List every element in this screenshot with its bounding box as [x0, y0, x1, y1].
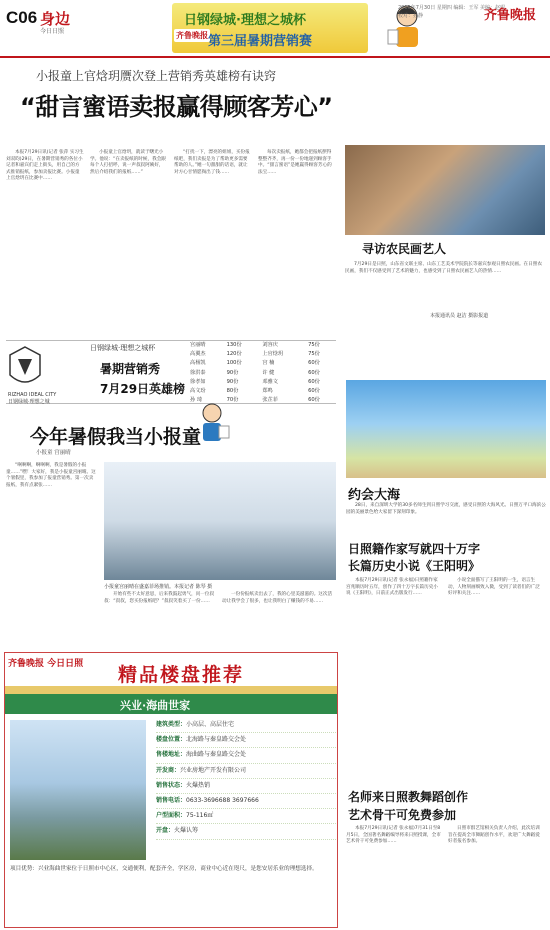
ad-detail-row	[156, 824, 336, 839]
leaderboard-row	[188, 342, 334, 349]
ad-detail-row	[156, 733, 336, 748]
ad-detail-value: 0633-3696688 3697666	[186, 797, 259, 805]
leaderboard-row	[188, 379, 334, 386]
newspaper-logo: 齐鲁晚报	[484, 8, 537, 23]
story4-headline-2: 艺术骨干可免费参加	[348, 808, 457, 822]
story-column: 开始有些不太好意思，后来我鼓起勇气，问一位叔叔：“叔叔，您买份报纸吧？”叔叔笑着买了一份……	[104, 592, 215, 604]
ad-detail-value: 兴业房地产开发有限公司	[180, 766, 247, 774]
ad-detail-row	[156, 779, 336, 794]
leaderboard-row	[188, 351, 334, 358]
story-column: 本报7月29日讯(记者 张萍 实习生 刘双昀)29日，在暑期营销秀的各位小记者和嘉宾们走上街头，用自己的方式推销报纸，参加卖报比赛。小报童上官焓玥在比赛中……	[6, 150, 84, 182]
story2-headline: 今年暑假我当小报童	[30, 426, 202, 448]
leaderboard-cell: 75份	[308, 342, 320, 348]
leaderboard-row	[188, 370, 334, 377]
leaderboard-cell: 高杨凯	[190, 360, 206, 367]
leaderboard-cell: 130份	[226, 342, 242, 348]
photo-story-title: 寻访农民画艺人	[362, 242, 447, 256]
leaderboard-cell: 90份	[226, 378, 239, 385]
banner-line-1: 日钢绿城·理想之城杯	[184, 13, 306, 28]
story-column: “啊啊啊，啊啊啊，我是暑假的小报童……”嘿！大家好，我是小报童宫丽晴。这个暑假里，我参加了报童营销秀。第一次卖报纸，我有点紧张……	[6, 463, 96, 488]
ad-detail-label: 销售状态：	[156, 781, 187, 789]
section-title: 身边	[40, 10, 71, 28]
event-banner	[172, 3, 368, 53]
story3-headline-1: 日照籍作家写就四十万字	[348, 542, 481, 556]
ad-detail-label: 开盘：	[156, 827, 175, 835]
ad-detail-value: 火爆热销	[186, 781, 211, 789]
ad-detail-value: 北海路与秦皇路交会处	[186, 736, 247, 744]
brand-name: RIZHAO IDEAL CITY 日钢绿城·理想之城	[8, 392, 57, 405]
newsboy-photo	[104, 462, 336, 580]
banner-logo: 齐鲁晚报	[176, 31, 208, 40]
leaderboard-cell: 75份	[308, 351, 320, 358]
leaderboard-cell: 高翼杰	[190, 351, 206, 358]
ad-project-name: 兴业·海曲世家	[120, 699, 191, 712]
photo-story-text: 7月29日是日照，山东省文联主席、山东工艺美术学院院长等嘉宾参观日照农民画。在日照农民画，我们不仅感受到了艺术的魅力，也感受到了日照农民画艺人的热情……	[345, 262, 542, 274]
ad-detail-row	[156, 809, 336, 824]
ad-detail-label: 开发商：	[156, 766, 181, 774]
leaderboard-cell: 张芷菲	[262, 397, 278, 404]
ideal-city-logo-icon	[6, 345, 44, 397]
ad-detail-label: 楼盘位置：	[156, 736, 187, 744]
story-column: 日照市群艺馆相关负责人介绍，此次培训旨在提高全市舞蹈创作水平，欢迎广大舞蹈爱好者报名参加。	[448, 826, 540, 845]
ad-detail-label: 售楼地址：	[156, 751, 187, 759]
leaderboard-cell: 徐孝如	[190, 378, 206, 385]
leaderboard-date: 7月29日英雄榜	[100, 382, 186, 396]
leaderboard-cell: 70份	[226, 397, 239, 404]
page-number: C06	[6, 8, 38, 27]
leaderboard-cell: 宫丽晴	[190, 342, 206, 348]
leaderboard-cell: 120份	[226, 351, 242, 358]
story-column: 小报童上官焓玥，就读于曙光小学。他说：“在卖报纸的时候，我会跟每个人打招呼，说一声叔叔阿姨好，然后介绍我们的报纸……”	[90, 150, 166, 175]
ad-title: 精品楼盘推荐	[118, 664, 245, 686]
ad-detail-value: 火爆认筹	[174, 827, 199, 835]
leaderboard-cell: 60份	[308, 360, 320, 367]
ad-detail-label: 建筑类型：	[156, 721, 187, 728]
leaderboard-title: 暑期营销秀	[100, 362, 161, 376]
leaderboard-cell: 90份	[226, 369, 239, 376]
photo-text: 28日，来自深圳大学的30多名师生到日照学习交流，感受日照的大海风光。日照万平口海滨公园的美丽景色给大家留下深刻印象。	[346, 503, 546, 515]
story-column: 本报7月29日讯(记者 张永福)7月31日至8月5日，全国著名舞蹈编导将来日照授课，全市艺术骨干可免费参加……	[346, 826, 441, 845]
story-column: 小说全面描写了王阳明的一生，语言生动，人物刻画细致入微，受到了读者们的广泛好评和关注……	[448, 578, 540, 597]
story-kicker: 小报童上官焓玥赝次登上营销秀英雄榜有诀窍	[36, 69, 277, 83]
beach-group-photo	[346, 380, 546, 478]
leaderboard-cell: 60份	[308, 378, 320, 385]
leaderboard-cell: 刘容庆	[262, 342, 278, 348]
story-column: 一份份报纸卖出去了，我的心里美滋滋的。这次活动让我学会了很多，也让我明白了赚钱的不易……	[222, 592, 333, 604]
story-column: 本报7月29日讯(记者 张永福)日照籍作家宫兆顺历时五年，创作了四十万字长篇历史小说《王阳明》，日前正式出版发行……	[346, 578, 438, 597]
ad-detail-value: 小高层、高层住宅	[186, 721, 235, 728]
leaderboard-row	[188, 388, 334, 395]
ad-strip	[5, 686, 337, 694]
story3-headline-2: 长篇历史小说《王阳明》	[348, 559, 481, 573]
leaderboard-cell: 孙 琦	[190, 397, 203, 404]
leaderboard-cell: 60份	[308, 369, 320, 376]
leaderboard-cell: 100份	[226, 360, 242, 367]
ad-footer: 项目优势：兴业海曲世家位于日照市中心区，交通便利，配套齐全，学区房，商业中心近在咫尺，是您安居乐业的理想选择。	[10, 866, 318, 872]
ad-detail-row	[156, 718, 336, 733]
ad-detail-row	[156, 764, 336, 779]
header-info: 2015年7月30日 星期四 编辑：王军 美编：赵琨 校对：孙静	[398, 5, 506, 19]
photo-title: 约会大海	[348, 488, 401, 503]
ad-detail-row	[156, 794, 336, 809]
leaderboard-cell: 60份	[308, 397, 320, 404]
farmer-painting-photo	[345, 145, 545, 235]
ad-detail-label: 销售电话：	[156, 797, 187, 805]
leaderboard-cell: 徐洪泰	[190, 369, 206, 376]
ad-detail-list	[156, 718, 336, 840]
story4-headline-1: 名师来日照教舞蹈创作	[348, 790, 469, 804]
leaderboard-cell: 郑鸣	[262, 388, 273, 395]
building-rendering-image	[10, 720, 146, 860]
story-column: 每次卖报纸，她都会把报纸摆得整整齐齐，再一份一份地递到顾客手中。“甜言蜜语”是她赢得顾客芳心的法宝……	[258, 150, 332, 175]
leaderboard-cell: 80份	[226, 388, 239, 395]
header-rule	[0, 56, 550, 58]
leaderboard-cell: 60份	[308, 388, 320, 395]
leaderboard-row	[188, 360, 334, 367]
banner-line-2: 第三届暑期营销赛	[208, 34, 313, 49]
leaderboard-cell: 邓雅文	[262, 378, 278, 385]
ad-detail-label: 户型面积：	[156, 812, 187, 820]
leaderboard-cell: 许 健	[262, 369, 275, 376]
leaderboard-table	[186, 340, 336, 406]
story-column: “打扰一下，漂亮的姐姐，买份报纸吧，我们卖报是为了帮助更多需要帮助的人。”她一句甜甜的话语，就让对方心甘情愿掏出了钱……	[174, 150, 250, 175]
photo-credit: 本报通讯员 赵洁 摄影报道	[430, 313, 489, 319]
ad-detail-value: 75-116㎡	[186, 812, 214, 820]
story2-byline: 小报童 宫丽晴	[36, 450, 71, 456]
leaderboard-cell: 宫 楠	[262, 360, 275, 367]
leaderboard-sponsor: 日钢绿城·理想之城杯	[90, 344, 156, 352]
ad-detail-row	[156, 748, 336, 763]
leaderboard-cell: 上官焓玥	[262, 351, 284, 358]
story-headline: “甜言蜜语卖报赢得顾客芳心”	[20, 93, 333, 121]
leaderboard-cell: 高文玢	[190, 388, 206, 395]
ad-detail-value: 海曲路与秦皇路交会处	[186, 751, 247, 759]
photo-caption: 小报童宫丽晴在盛嘉菲场推销。本报记者 陈琴 摄	[104, 584, 213, 590]
ad-logo: 齐鲁晚报 今日日照	[8, 659, 84, 669]
section-subtitle: 今日日照	[40, 28, 65, 35]
